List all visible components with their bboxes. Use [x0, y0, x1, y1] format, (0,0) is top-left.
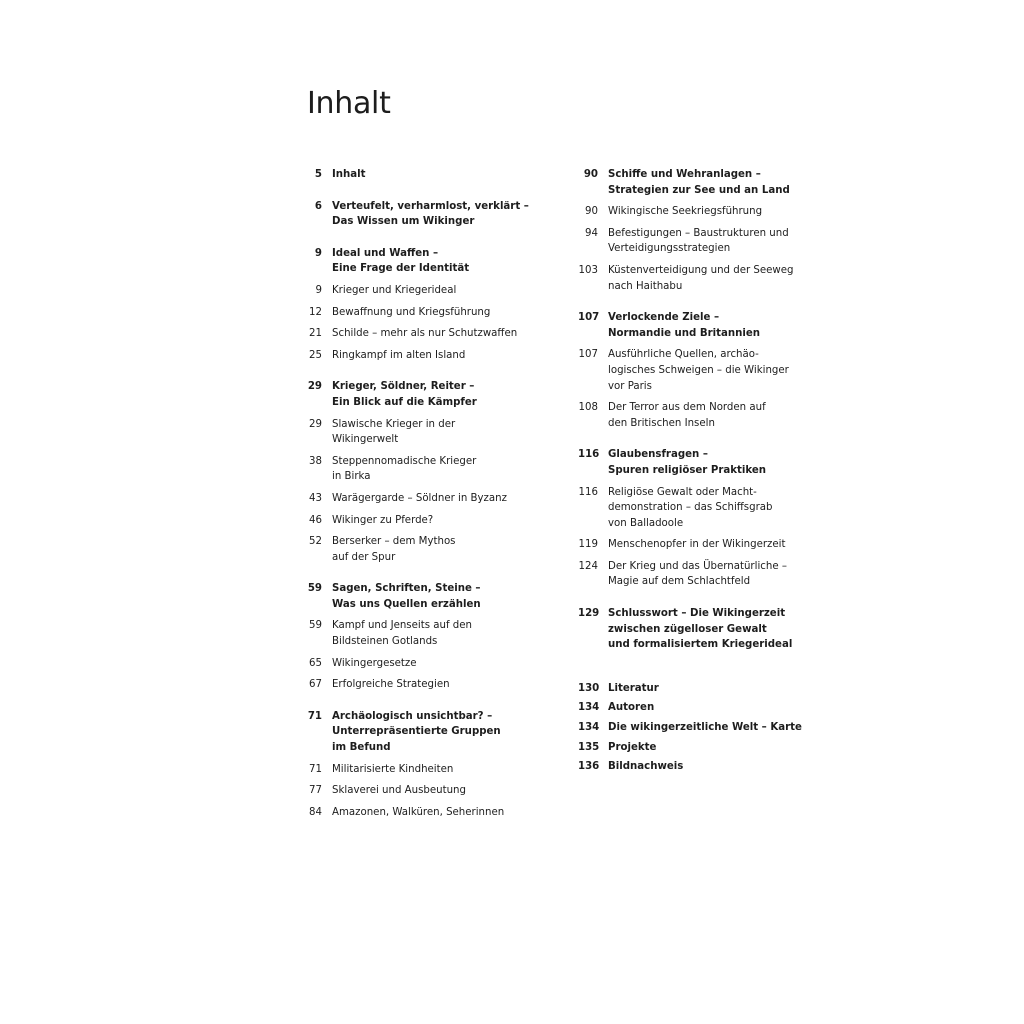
toc-entry-title [332, 656, 532, 672]
toc-page-number: 107 [578, 349, 598, 361]
toc-entry-title [332, 199, 532, 230]
toc-entry-line: logisches Schweigen – die Wikinger [608, 364, 789, 376]
toc-page-number: 135 [578, 741, 600, 753]
toc-page-number: 71 [309, 763, 322, 775]
toc-entry-title [332, 305, 532, 321]
toc-page-number: 77 [309, 785, 322, 797]
toc-page-number: 136 [578, 761, 600, 773]
toc-page-number: 90 [583, 169, 598, 180]
toc-page-number: 6 [314, 200, 322, 212]
toc-entry-title [608, 400, 808, 431]
toc-page-number: 134 [578, 722, 600, 734]
toc-entry-title [332, 348, 532, 364]
toc-entry-line: Befestigungen – Baustrukturen und [608, 227, 789, 239]
toc-entry-title [332, 783, 532, 799]
toc-page-number: 124 [578, 560, 598, 572]
toc-entry-title [608, 167, 808, 198]
toc-page-number: 29 [307, 381, 322, 393]
toc-entry-line: Sklaverei und Ausbeutung [332, 785, 466, 797]
toc-entry-line: Inhalt [332, 169, 366, 180]
toc-section-entry[interactable] [302, 417, 532, 448]
toc-entry-line: Was uns Quellen erzählen [332, 598, 481, 610]
toc-entry-title [608, 559, 808, 590]
toc-entry-line: Magie auf dem Schlachtfeld [608, 576, 751, 588]
toc-page-number: 134 [578, 702, 600, 714]
toc-section-entry[interactable] [578, 226, 808, 257]
toc-page-number: 29 [309, 418, 322, 430]
toc-section-entry[interactable] [302, 454, 532, 485]
toc-page-number: 116 [578, 449, 600, 461]
toc-entry-title [332, 709, 532, 756]
toc-chapter-entry[interactable] [302, 379, 532, 410]
toc-section-entry[interactable] [578, 485, 808, 532]
toc-entry-line: zwischen zügelloser Gewalt [608, 623, 767, 635]
toc-page-number: 12 [309, 306, 322, 318]
toc-entry-line: demonstration – das Schiffsgrab [608, 502, 773, 514]
toc-chapter-entry[interactable] [578, 720, 808, 736]
toc-entry-line: Normandie und Britannien [608, 327, 761, 339]
toc-chapter-entry[interactable] [302, 709, 532, 756]
toc-entry-title [332, 167, 532, 183]
toc-section-entry[interactable] [302, 534, 532, 565]
toc-page-number: 65 [309, 657, 322, 669]
toc-chapter-entry[interactable] [302, 199, 532, 230]
toc-entry-title [332, 246, 532, 277]
toc-entry-line: Menschenopfer in der Wikingerzeit [608, 539, 786, 551]
toc-entry-title [608, 204, 808, 220]
toc-chapter-entry[interactable] [578, 310, 808, 341]
page-title: Inhalt [307, 86, 391, 121]
toc-entry-line: nach Haithabu [608, 280, 683, 292]
toc-section-entry[interactable] [302, 618, 532, 649]
toc-page-number: 71 [307, 710, 322, 722]
toc-entry-line: im Befund [332, 742, 391, 754]
toc-chapter-entry[interactable] [578, 700, 808, 716]
toc-entry-line: Wikingische Seekriegsführung [608, 206, 763, 218]
toc-section-entry[interactable] [578, 204, 808, 220]
toc-entry-title [332, 618, 532, 649]
toc-page-number: 108 [578, 402, 598, 414]
toc-entry-line: Religiöse Gewalt oder Macht- [608, 486, 757, 498]
toc-section-entry[interactable] [302, 326, 532, 342]
toc-entry-line: Schilde – mehr als nur Schutzwaffen [332, 328, 518, 340]
toc-entry-line: Strategien zur See und an Land [608, 184, 790, 196]
toc-page-number: 9 [314, 247, 322, 259]
toc-entry-title [332, 534, 532, 565]
toc-entry-title [332, 513, 532, 529]
toc-entry-line: Ein Blick auf die Kämpfer [332, 396, 477, 408]
toc-entry-title [608, 606, 808, 653]
toc-chapter-entry[interactable] [578, 681, 808, 697]
toc-entry-line: Projekte [608, 741, 657, 753]
toc-section-entry[interactable] [302, 783, 532, 799]
toc-entry-line: Bildsteinen Gotlands [332, 636, 438, 648]
toc-section-entry[interactable] [302, 283, 532, 299]
toc-page-number: 38 [309, 455, 322, 467]
toc-entry-line: Bewaffnung und Kriegsführung [332, 306, 491, 318]
toc-section-entry[interactable] [578, 559, 808, 590]
toc-entry-title [332, 762, 532, 778]
toc-chapter-entry[interactable] [302, 167, 532, 183]
toc-page-number: 116 [578, 486, 598, 498]
toc-entry-line: Kampf und Jenseits auf den [332, 620, 472, 632]
toc-entry-line: Die wikingerzeitliche Welt – Karte [608, 722, 802, 734]
toc-page-number: 90 [585, 206, 598, 218]
toc-section-entry[interactable] [578, 263, 808, 294]
toc-entry-line: Autoren [608, 702, 655, 714]
toc-left-column [302, 167, 532, 820]
toc-entry-line: Der Terror aus dem Norden auf [608, 402, 766, 414]
toc-page-number: 46 [309, 514, 322, 526]
toc-section-entry[interactable] [578, 400, 808, 431]
toc-section-entry[interactable] [302, 491, 532, 507]
toc-entry-line: Ringkampf im alten Island [332, 349, 466, 361]
toc-entry-title [608, 347, 808, 394]
toc-entry-line: Der Krieg und das Übernatürliche – [608, 560, 787, 572]
toc-section-entry[interactable] [302, 513, 532, 529]
toc-entry-line: Slawische Krieger in der [332, 418, 456, 430]
toc-entry-line: Wikinger zu Pferde? [332, 514, 434, 526]
toc-entry-line: Schiffe und Wehranlagen – [608, 169, 761, 180]
toc-chapter-entry[interactable] [578, 447, 808, 478]
toc-entry-line: Krieger, Söldner, Reiter – [332, 381, 475, 393]
toc-entry-title [608, 263, 808, 294]
toc-page-number: 67 [309, 679, 322, 691]
toc-entry-line: Verteufelt, verharmlost, verklärt – [332, 200, 529, 212]
toc-entry-line: Archäologisch unsichtbar? – [332, 710, 493, 722]
toc-page-number: 94 [585, 227, 598, 239]
toc-entry-title [608, 485, 808, 532]
toc-entry-title [332, 677, 532, 693]
toc-page-number: 59 [307, 583, 322, 595]
toc-chapter-entry[interactable] [578, 167, 808, 198]
toc-page-number: 52 [309, 536, 322, 548]
toc-entry-line: Verteidigungsstrategien [608, 243, 731, 255]
toc-right-column [578, 167, 808, 775]
toc-page-number: 107 [578, 312, 600, 324]
toc-entry-line: Amazonen, Walküren, Seherinnen [332, 806, 505, 818]
toc-entry-title [332, 379, 532, 410]
toc-section-entry[interactable] [302, 762, 532, 778]
toc-entry-line: Spuren religiöser Praktiken [608, 464, 767, 476]
toc-entry-title [332, 283, 532, 299]
toc-entry-line: Das Wissen um Wikinger [332, 216, 475, 228]
toc-entry-line: Wikingergesetze [332, 657, 417, 669]
toc-section-entry[interactable] [302, 305, 532, 321]
toc-page-number: 43 [309, 492, 322, 504]
toc-page-number: 59 [309, 620, 322, 632]
toc-entry-line: Küstenverteidigung und der Seeweg [608, 264, 794, 276]
toc-section-entry[interactable] [578, 537, 808, 553]
toc-page-number: 5 [314, 169, 322, 180]
toc-page-number: 119 [578, 539, 598, 551]
toc-entry-line: Militarisierte Kindheiten [332, 763, 454, 775]
toc-entry-title [332, 491, 532, 507]
toc-page-number: 9 [315, 284, 322, 296]
toc-entry-line: Schlusswort – Die Wikingerzeit [608, 608, 786, 620]
toc-entry-line: Eine Frage der Identität [332, 263, 470, 275]
toc-chapter-entry[interactable] [302, 581, 532, 612]
toc-entry-line: in Birka [332, 471, 371, 483]
toc-entry-line: Ausführliche Quellen, archäo- [608, 349, 759, 361]
toc-entry-line: Wikingerwelt [332, 434, 399, 446]
toc-entry-title [332, 581, 532, 612]
toc-entry-title [608, 759, 808, 775]
toc-entry-title [608, 537, 808, 553]
toc-chapter-entry[interactable] [578, 759, 808, 775]
toc-entry-line: von Balladoole [608, 517, 684, 529]
toc-entry-title [608, 310, 808, 341]
toc-entry-line: Warägergarde – Söldner in Byzanz [332, 492, 507, 504]
toc-section-entry[interactable] [578, 347, 808, 394]
toc-page-number: 25 [309, 349, 322, 361]
toc-entry-title [608, 720, 808, 736]
toc-entry-line: Steppennomadische Krieger [332, 455, 477, 467]
toc-entry-line: den Britischen Inseln [608, 417, 715, 429]
toc-section-entry[interactable] [302, 677, 532, 693]
toc-page-number: 130 [578, 682, 600, 694]
toc-entry-line: Verlockende Ziele – [608, 312, 720, 324]
toc-chapter-entry[interactable] [578, 740, 808, 756]
toc-entry-line: Literatur [608, 682, 659, 694]
toc-page-number: 84 [309, 806, 322, 818]
toc-entry-line: und formalisiertem Kriegerideal [608, 639, 793, 651]
toc-entry-line: Erfolgreiche Strategien [332, 679, 450, 691]
toc-entry-line: auf der Spur [332, 551, 396, 563]
toc-entry-line: Berserker – dem Mythos [332, 536, 456, 548]
toc-chapter-entry[interactable] [302, 246, 532, 277]
toc-entry-title [332, 454, 532, 485]
toc-entry-title [332, 326, 532, 342]
toc-section-entry[interactable] [302, 348, 532, 364]
toc-entry-title [608, 681, 808, 697]
toc-entry-line: Unterrepräsentierte Gruppen [332, 726, 501, 738]
toc-entry-title [608, 700, 808, 716]
toc-page-number: 21 [309, 328, 322, 340]
toc-entry-title [608, 447, 808, 478]
toc-entry-title [608, 226, 808, 257]
toc-entry-title [332, 417, 532, 448]
toc-page-number: 103 [578, 264, 598, 276]
toc-chapter-entry[interactable] [578, 606, 808, 653]
toc-section-entry[interactable] [302, 805, 532, 821]
toc-entry-line: vor Paris [608, 380, 652, 392]
toc-section-entry[interactable] [302, 656, 532, 672]
toc-entry-line: Ideal und Waffen – [332, 247, 439, 259]
toc-entry-line: Glaubensfragen – [608, 449, 708, 461]
toc-page-number: 129 [578, 608, 600, 620]
toc-entry-title [332, 805, 532, 821]
toc-entry-line: Bildnachweis [608, 761, 684, 773]
toc-entry-line: Sagen, Schriften, Steine – [332, 583, 481, 595]
toc-entry-title [608, 740, 808, 756]
toc-entry-line: Krieger und Kriegerideal [332, 284, 457, 296]
